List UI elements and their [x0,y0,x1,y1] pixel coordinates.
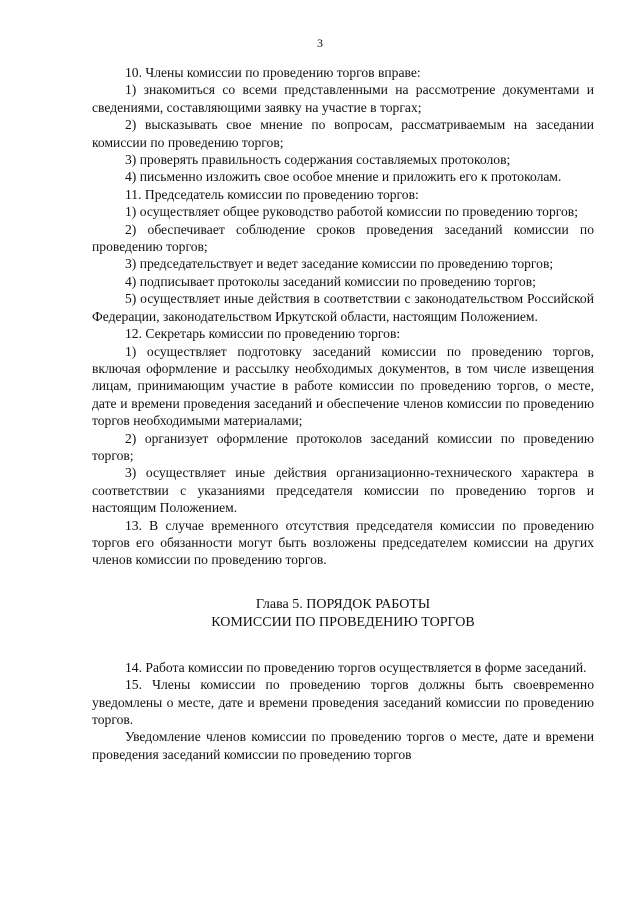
paragraph: 4) подписывает протоколы заседаний комиссии по проведению торгов; [125,273,536,289]
chapter-heading [92,596,594,632]
paragraph: 13. В случае временного отсутствия председателя комиссии по проведению торгов его обязанности могут быть возложены председателем комиссии на других членов комиссии по проведению торгов. [92,517,594,568]
paragraph: 1) знакомиться со всеми представленными на рассмотрение документами и сведениями, составляющими заявку на участие в торгах; [92,82,594,115]
paragraph: 1) осуществляет подготовку заседаний комиссии по проведению торгов, включая оформление и рассылку необходимых документов, в том числе извещения лицам, принимающим участие в работе комиссии по проведению торгов, о месте, дате и времени проведения заседаний и обеспечение членов комиссии по проведению торгов необходимыми материалами; [92,343,594,429]
paragraph: 4) письменно изложить свое особое мнение и приложить его к протоколам. [125,169,562,185]
paragraph: 3) проверять правильность содержания составляемых протоколов; [125,152,511,168]
paragraph: 11. Председатель комиссии по проведению торгов: [125,186,419,202]
document-body [92,64,594,763]
paragraph: 14. Работа комиссии по проведению торгов осуществляется в форме заседаний. [125,659,587,675]
paragraph: 10. Члены комиссии по проведению торгов вправе: [125,65,421,80]
paragraph: 12. Секретарь комиссии по проведению торгов: [125,326,401,342]
chapter-title-line-1: Глава 5. ПОРЯДОК РАБОТЫ [255,596,431,612]
page-number: 3 [317,36,323,50]
paragraph: 2) обеспечивает соблюдение сроков проведения заседаний комиссии по проведению торгов; [92,221,594,255]
chapter-title-line-2: КОМИССИИ ПО ПРОВЕДЕНИЮ ТОРГОВ [211,614,475,630]
paragraph: 5) осуществляет иные действия в соответствии с законодательством Российской Федерации, законодательством Иркутской области, настоящим Положением. [92,291,594,324]
paragraph: 1) осуществляет общее руководство работой комиссии по проведению торгов; [125,204,578,220]
paragraph: 3) осуществляет иные действия организационно-технического характера в соответствии с указаниями председателя комиссии по проведению торгов и настоящим Положением. [92,465,594,516]
paragraph: 15. Члены комиссии по проведению торгов должны быть своевременно уведомлены о месте, дате и времени проведения заседаний комиссии по проведению торгов. [92,677,594,727]
paragraph: Уведомление членов комиссии по проведению торгов о месте, дате и времени проведения заседаний комиссии по проведению торгов [92,729,594,762]
paragraph: 2) высказывать свое мнение по вопросам, рассматриваемым на заседании комиссии по проведению торгов; [92,117,594,150]
paragraph: 3) председательствует и ведет заседание комиссии по проведению торгов; [125,256,554,272]
paragraph: 2) организует оформление протоколов заседаний комиссии по проведению торгов; [92,430,594,463]
